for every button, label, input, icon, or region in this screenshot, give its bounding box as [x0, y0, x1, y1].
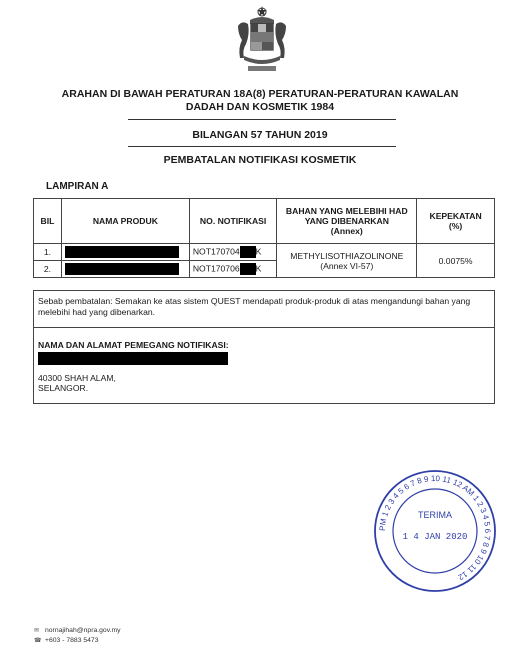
divider — [128, 146, 396, 147]
footer-email-line — [34, 627, 121, 634]
redaction-block — [65, 246, 179, 258]
phone-icon: ☎ — [34, 638, 42, 644]
redaction-block — [65, 263, 179, 275]
coat-of-arms-logo — [234, 4, 290, 80]
ingredient-name: METHYLISOTHIAZOLINONE — [290, 250, 404, 261]
ingredient-cell — [277, 244, 417, 278]
stamp-inner-ring — [393, 489, 477, 573]
ingredient-annex: (Annex VI-57) — [320, 260, 374, 271]
bilangan-heading: BILANGAN 57 TAHUN 2019 — [192, 129, 328, 141]
notif-prefix: NOT170706 — [192, 263, 240, 274]
holder-address-line2: SELANGOR. — [38, 383, 89, 393]
product-name-cell — [61, 261, 189, 278]
cancellation-table — [33, 198, 495, 278]
col-header-no-notifikasi: NO. NOTIFIKASI — [189, 199, 277, 244]
notification-number-cell — [189, 244, 277, 261]
row-bil: 2. — [34, 261, 62, 278]
table-row — [34, 244, 495, 261]
col-header-kepekatan — [417, 199, 495, 244]
product-name-cell — [61, 244, 189, 261]
received-stamp — [372, 468, 498, 594]
notif-prefix: NOT170704 — [192, 246, 240, 257]
cancellation-reason: Sebab pembatalan: Semakan ke atas sistem QUEST mendapati produk-produk di atas mengandungi bahan yang melebihi had yang dibenarkan. — [38, 296, 471, 317]
kepekatan-header-line1: KEPEKATAN — [429, 211, 482, 221]
concentration-cell: 0.0075% — [417, 244, 495, 278]
kepekatan-header-line2: (%) — [448, 221, 463, 231]
footer-phone: +603 - 7883 5473 — [45, 637, 99, 644]
stamp-ring-textpath: PM 1 2 3 4 5 6 7 8 9 10 11 12 AM 1 2 3 4 5 6 7 8 9 10 11 12 — [377, 473, 493, 582]
holder-address-line1: 40300 SHAH ALAM, — [38, 373, 116, 383]
footer-phone-line — [34, 637, 98, 644]
divider — [34, 327, 494, 328]
reason-and-holder-box — [33, 290, 495, 404]
footer-email: nornajihah@npra.gov.my — [45, 627, 121, 634]
bahan-header-line1: BAHAN YANG MELEBIHI HAD — [285, 206, 408, 216]
redaction-block — [240, 263, 256, 275]
col-header-bil: BIL — [34, 199, 62, 244]
row-bil: 1. — [34, 244, 62, 261]
notif-suffix: K — [255, 263, 262, 274]
bahan-header-line3: (Annex) — [330, 226, 363, 236]
subject-heading: PEMBATALAN NOTIFIKASI KOSMETIK — [163, 154, 357, 166]
notif-suffix: K — [255, 246, 262, 257]
title-line-2: DADAH DAN KOSMETIK 1984 — [185, 101, 335, 113]
bahan-header-line2: YANG DIBENARKAN — [304, 216, 389, 226]
stamp-ring-text — [378, 474, 492, 582]
envelope-icon: ✉ — [34, 628, 40, 634]
stamp-date: 1 4 JAN 2020 — [402, 532, 468, 542]
lampiran-label: LAMPIRAN A — [46, 181, 109, 192]
notification-number-cell — [189, 261, 277, 278]
divider — [128, 119, 396, 120]
col-header-bahan — [277, 199, 417, 244]
redaction-block — [240, 246, 256, 258]
stamp-label: TERIMA — [417, 510, 453, 520]
redaction-block — [38, 352, 228, 365]
col-header-nama-produk: NAMA PRODUK — [61, 199, 189, 244]
title-line-1: ARAHAN DI BAWAH PERATURAN 18A(8) PERATURAN-PERATURAN KAWALAN — [61, 88, 459, 100]
table-header-row — [34, 199, 495, 244]
holder-title: NAMA DAN ALAMAT PEMEGANG NOTIFIKASI: — [38, 340, 229, 350]
